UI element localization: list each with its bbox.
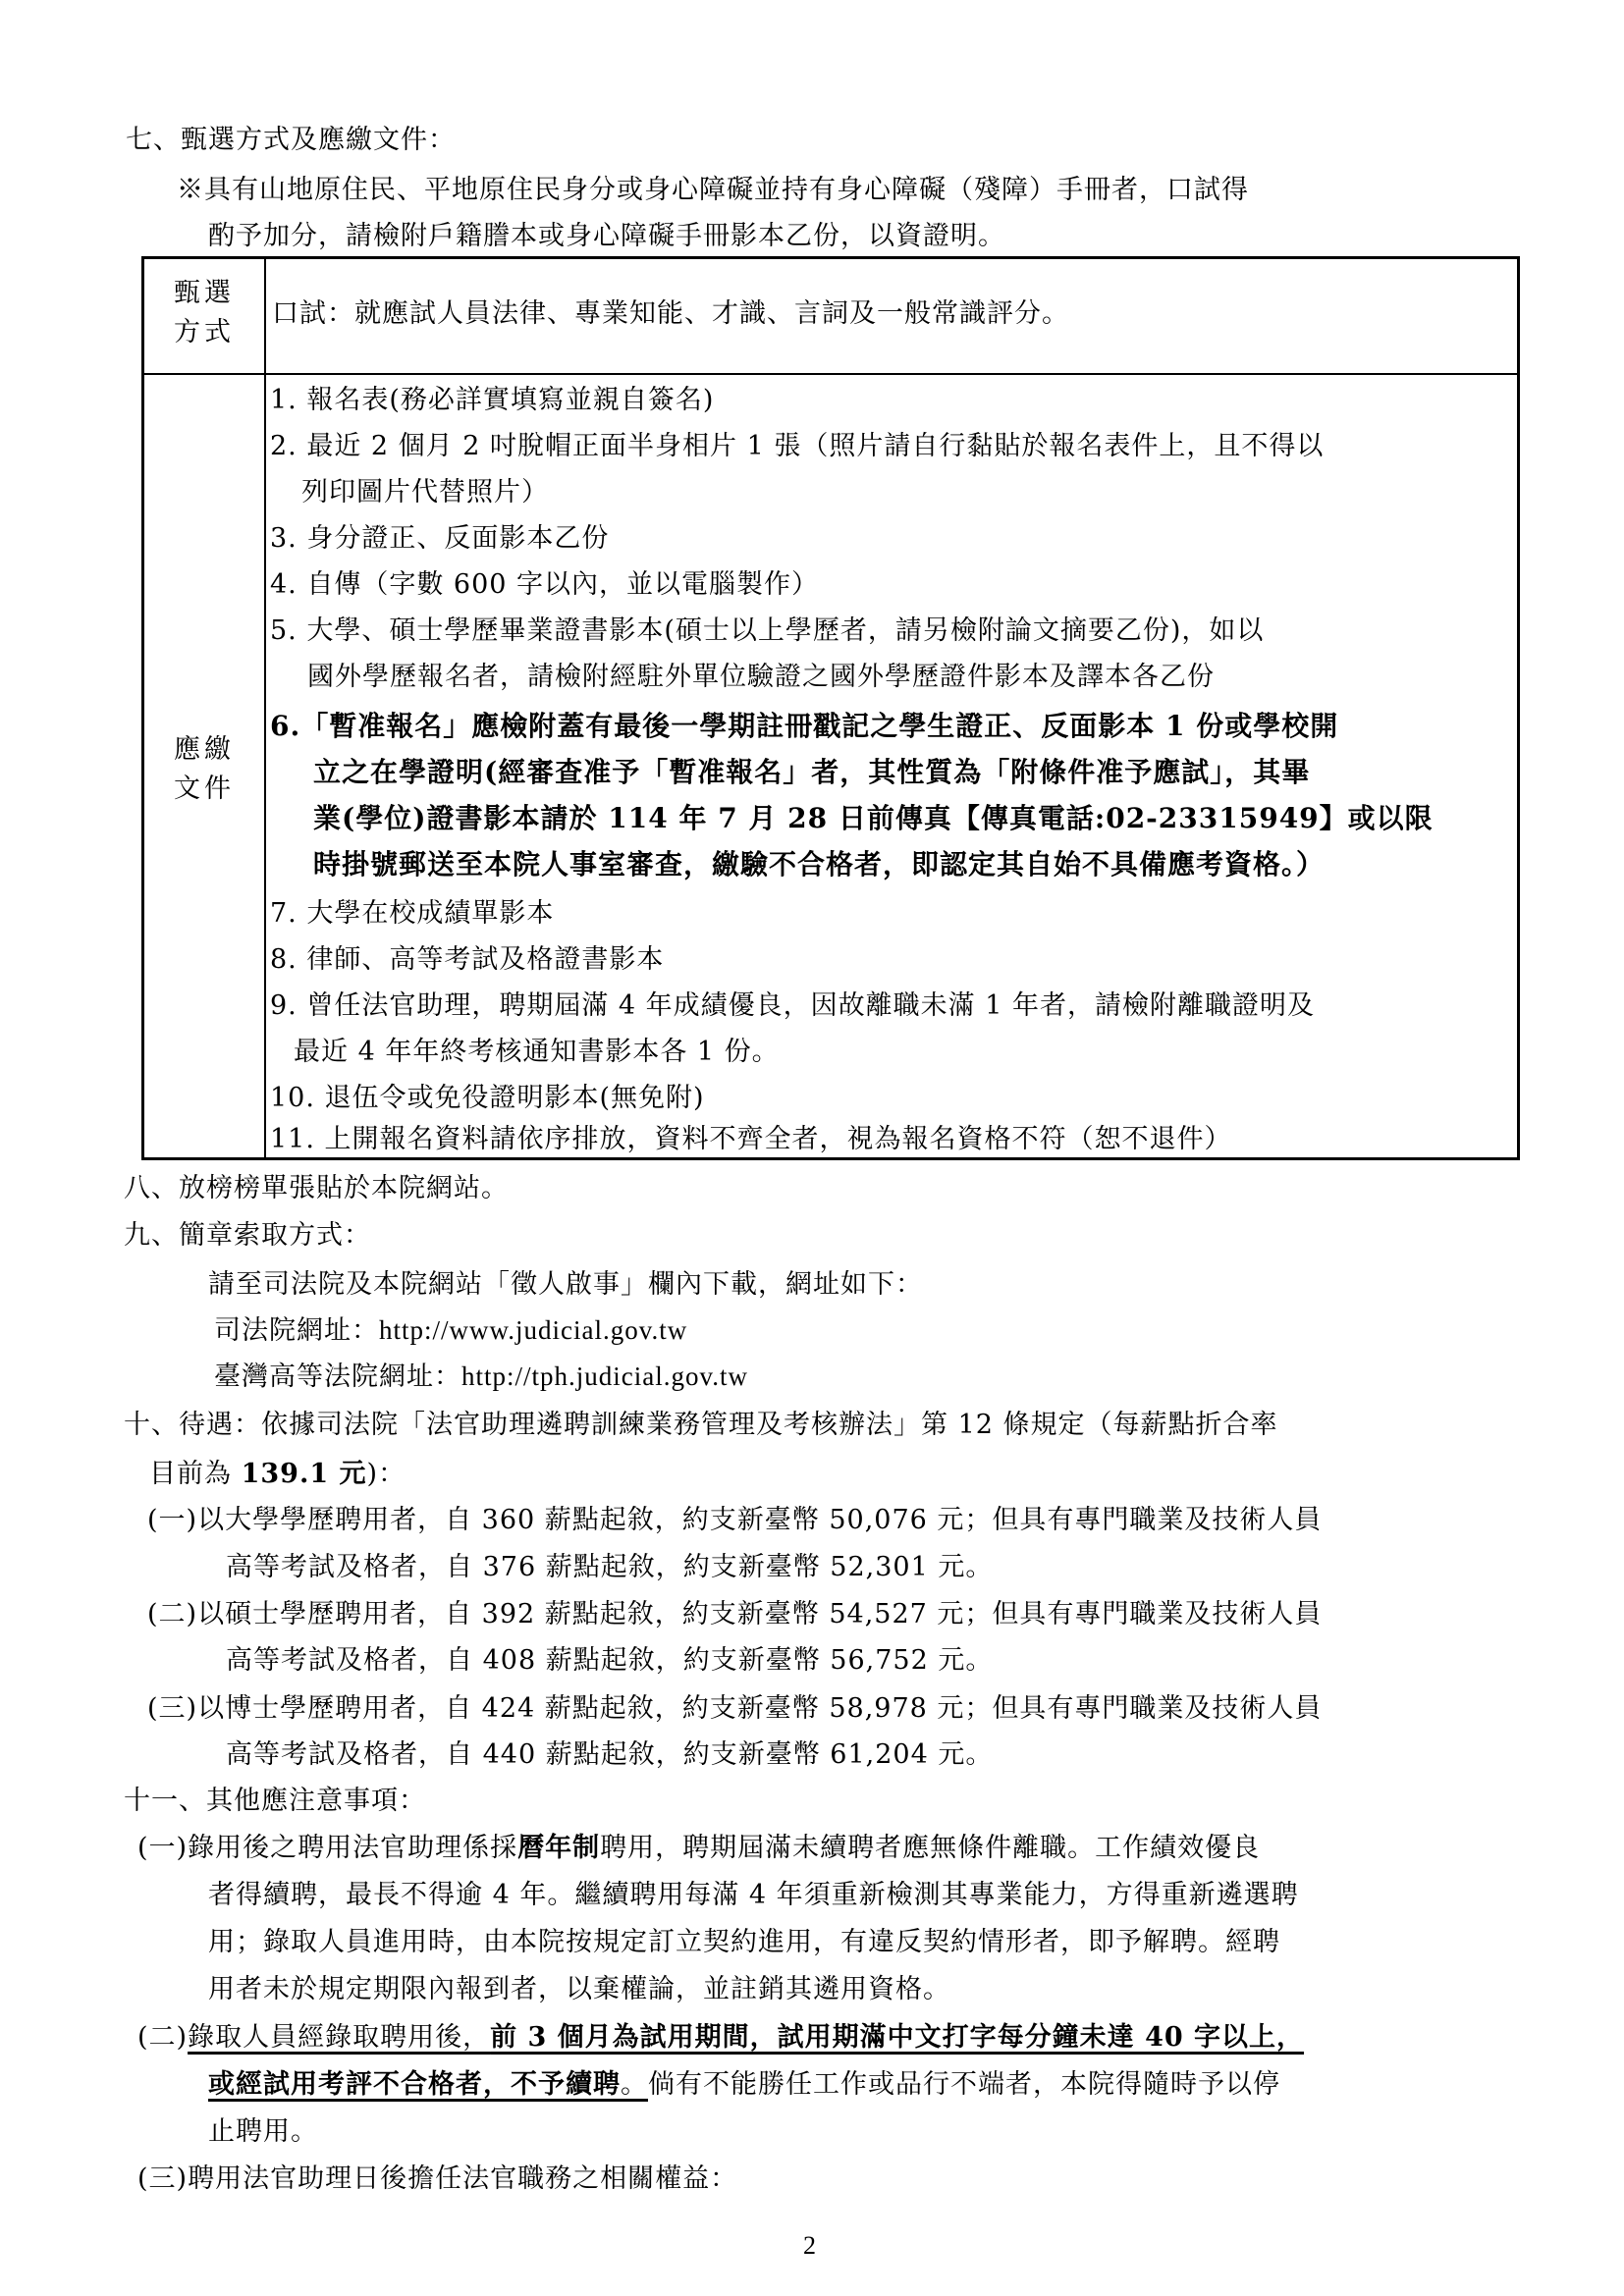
document-item-8: 8. 律師、高等考試及格證書影本: [270, 944, 665, 975]
document-item-5-cont: 國外學歷報名者，請檢附經駐外單位驗證之國外學歷證件影本及譯本各乙份: [307, 662, 1215, 692]
document-item-5: 5. 大學、碩士學歷畢業證書影本(碩士以上學歷者，請另檢附論文摘要乙份)，如以: [270, 615, 1265, 646]
row-label-line: 應繳: [174, 734, 235, 765]
row-label-line: 文件: [174, 774, 235, 804]
section-9-heading: 九、簡章索取方式：: [124, 1220, 371, 1251]
tph-website-link[interactable]: http://tph.judicial.gov.tw: [461, 1362, 748, 1391]
document-item-9-cont: 最近 4 年年終考核通知書影本各 1 份。: [294, 1037, 780, 1067]
notice-text: 倘有不能勝任工作或品行不端者，本院得隨時予以停: [648, 2069, 1280, 2100]
document-item-2: 2. 最近 2 個月 2 吋脫帽正面半身相片 1 張（照片請自行黏貼於報名表件上，且不得以: [270, 431, 1325, 461]
salary-item-2-line1: (二)以碩士學歷聘用者，自 392 薪點起敘，約支新臺幣 54,527 元；但具有專門職業及技術人員: [147, 1599, 1323, 1629]
row-label-required-documents: [144, 730, 264, 809]
document-item-3: 3. 身分證正、反面影本乙份: [270, 523, 610, 554]
section-11-heading: 十一、其他應注意事項：: [124, 1786, 426, 1816]
salary-point-rate: 139.1 元: [241, 1459, 367, 1489]
table-column-divider: [264, 259, 266, 1157]
notice-item-2-line2: [208, 2066, 1280, 2104]
document-item-6: 6.「暫准報名」應檢附蓋有最後一學期註冊戳記之學生證正、反面影本 1 份或學校開: [270, 710, 1339, 742]
notice-underlined-text: 錄取人員經錄取聘用後，: [188, 2022, 491, 2053]
row-label-selection-method: [144, 274, 264, 352]
notice-text: 聘用，聘期屆滿未續聘者應無條件離職。工作績效優良: [600, 1833, 1261, 1863]
selection-method-content: 口試：就應試人員法律、專業知能、才識、言詞及一般常識評分。: [272, 298, 1069, 329]
salary-item-2-line2: 高等考試及格者，自 408 薪點起敘，約支新臺幣 56,752 元。: [226, 1645, 994, 1676]
notice-item-1-line2: 者得續聘，最長不得逾 4 年。繼續聘用每滿 4 年須重新檢測其專業能力，方得重新遴選聘: [208, 1880, 1299, 1910]
salary-item-3-line2: 高等考試及格者，自 440 薪點起敘，約支新臺幣 61,204 元。: [226, 1739, 994, 1770]
salary-item-3-line1: (三)以博士學歷聘用者，自 424 薪點起敘，約支新臺幣 58,978 元；但具有專門職業及技術人員: [147, 1693, 1323, 1724]
notice-prefix: (二): [137, 2022, 189, 2053]
tph-website-label: 臺灣高等法院網址：: [214, 1362, 461, 1392]
tph-website-line: [214, 1358, 748, 1396]
row-label-line: 方式: [174, 317, 235, 347]
page-number: 2: [803, 2231, 816, 2260]
document-item-10: 10. 退伍令或免役證明影本(無免附): [270, 1083, 705, 1113]
document-item-11: 11. 上開報名資料請依序排放，資料不齊全者，視為報名資格不符（恕不退件）: [270, 1124, 1232, 1154]
notice-item-2-line3: 止聘用。: [208, 2116, 318, 2147]
notice-text: (一)錄用後之聘用法官助理係採: [137, 1833, 518, 1863]
document-item-9: 9. 曾任法官助理，聘期屆滿 4 年成績優良，因故離職未滿 1 年者，請檢附離職證明及: [270, 990, 1316, 1021]
document-item-6-cont1: 立之在學證明(經審查准予「暫准報名」者，其性質為「附條件准予應試」，其畢: [313, 756, 1311, 788]
document-item-6-cont3: 時掛號郵送至本院人事室審查，繳驗不合格者，即認定其自始不具備應考資格。）: [313, 848, 1326, 881]
section-7-heading: 七、甄選方式及應繳文件：: [126, 125, 456, 155]
notice-item-1-line1: [137, 1830, 1260, 1867]
notice-item-3: (三)聘用法官助理日後擔任法官職務之相關權益：: [137, 2163, 738, 2194]
document-item-6-cont2: 業(學位)證書影本請於 114 年 7 月 28 日前傳真【傳真電話:02-23315949】或以限: [313, 802, 1434, 834]
judicial-website-label: 司法院網址：: [214, 1315, 379, 1346]
salary-item-1-line2: 高等考試及格者，自 376 薪點起敘，約支新臺幣 52,301 元。: [226, 1552, 994, 1582]
notice-item-1-line4: 用者未於規定期限內報到者，以棄權論，並註銷其遴用資格。: [208, 1974, 950, 2004]
section-7-note-line2: 酌予加分，請檢附戶籍謄本或身心障礙手冊影本乙份，以資證明。: [208, 221, 1005, 251]
rate-prefix: 目前為: [149, 1459, 242, 1489]
no-renewal-text: 或經試用考評不合格者，不予續聘: [208, 2069, 621, 2100]
notice-item-2-line1: [137, 2019, 1304, 2056]
section-8-text: 八、放榜榜單張貼於本院網站。: [124, 1173, 509, 1203]
section-10-line1: 十、待遇：依據司法院「法官助理遴聘訓練業務管理及考核辦法」第 12 條規定（每薪點折合率: [124, 1410, 1278, 1440]
judicial-website-link[interactable]: http://www.judicial.gov.tw: [379, 1315, 688, 1345]
selection-documents-table: [141, 256, 1520, 1160]
probation-period-text: 前 3 個月為試用期間，試用期滿中文打字每分鐘未達 40 字以上，: [490, 2022, 1305, 2053]
salary-item-1-line1: (一)以大學學歷聘用者，自 360 薪點起敘，約支新臺幣 50,076 元；但具有專門職業及技術人員: [147, 1505, 1323, 1535]
row-label-line: 甄選: [174, 278, 235, 308]
document-item-2-cont: 列印圖片代替照片）: [301, 477, 549, 507]
notice-underlined-text: 。: [621, 2069, 648, 2100]
section-9-instruction: 請至司法院及本院網站「徵人啟事」欄內下載，網址如下：: [208, 1269, 923, 1300]
document-item-1: 1. 報名表(務必詳實填寫並親自簽名): [270, 385, 715, 415]
rate-suffix: )：: [366, 1459, 406, 1489]
document-item-7: 7. 大學在校成績單影本: [270, 898, 555, 929]
section-7-note-line1: ※具有山地原住民、平地原住民身分或身心障礙並持有身心障礙（殘障）手冊者，口試得: [177, 175, 1249, 205]
table-row-divider: [144, 373, 1517, 375]
calendar-year-system: 曆年制: [517, 1833, 601, 1863]
section-10-line2: [149, 1456, 406, 1493]
judicial-website-line: [214, 1311, 687, 1350]
document-item-4: 4. 自傳（字數 600 字以內，並以電腦製作）: [270, 569, 820, 600]
notice-item-1-line3: 用；錄取人員進用時，由本院按規定訂立契約進用，有違反契約情形者，即予解聘。經聘: [208, 1927, 1280, 1957]
